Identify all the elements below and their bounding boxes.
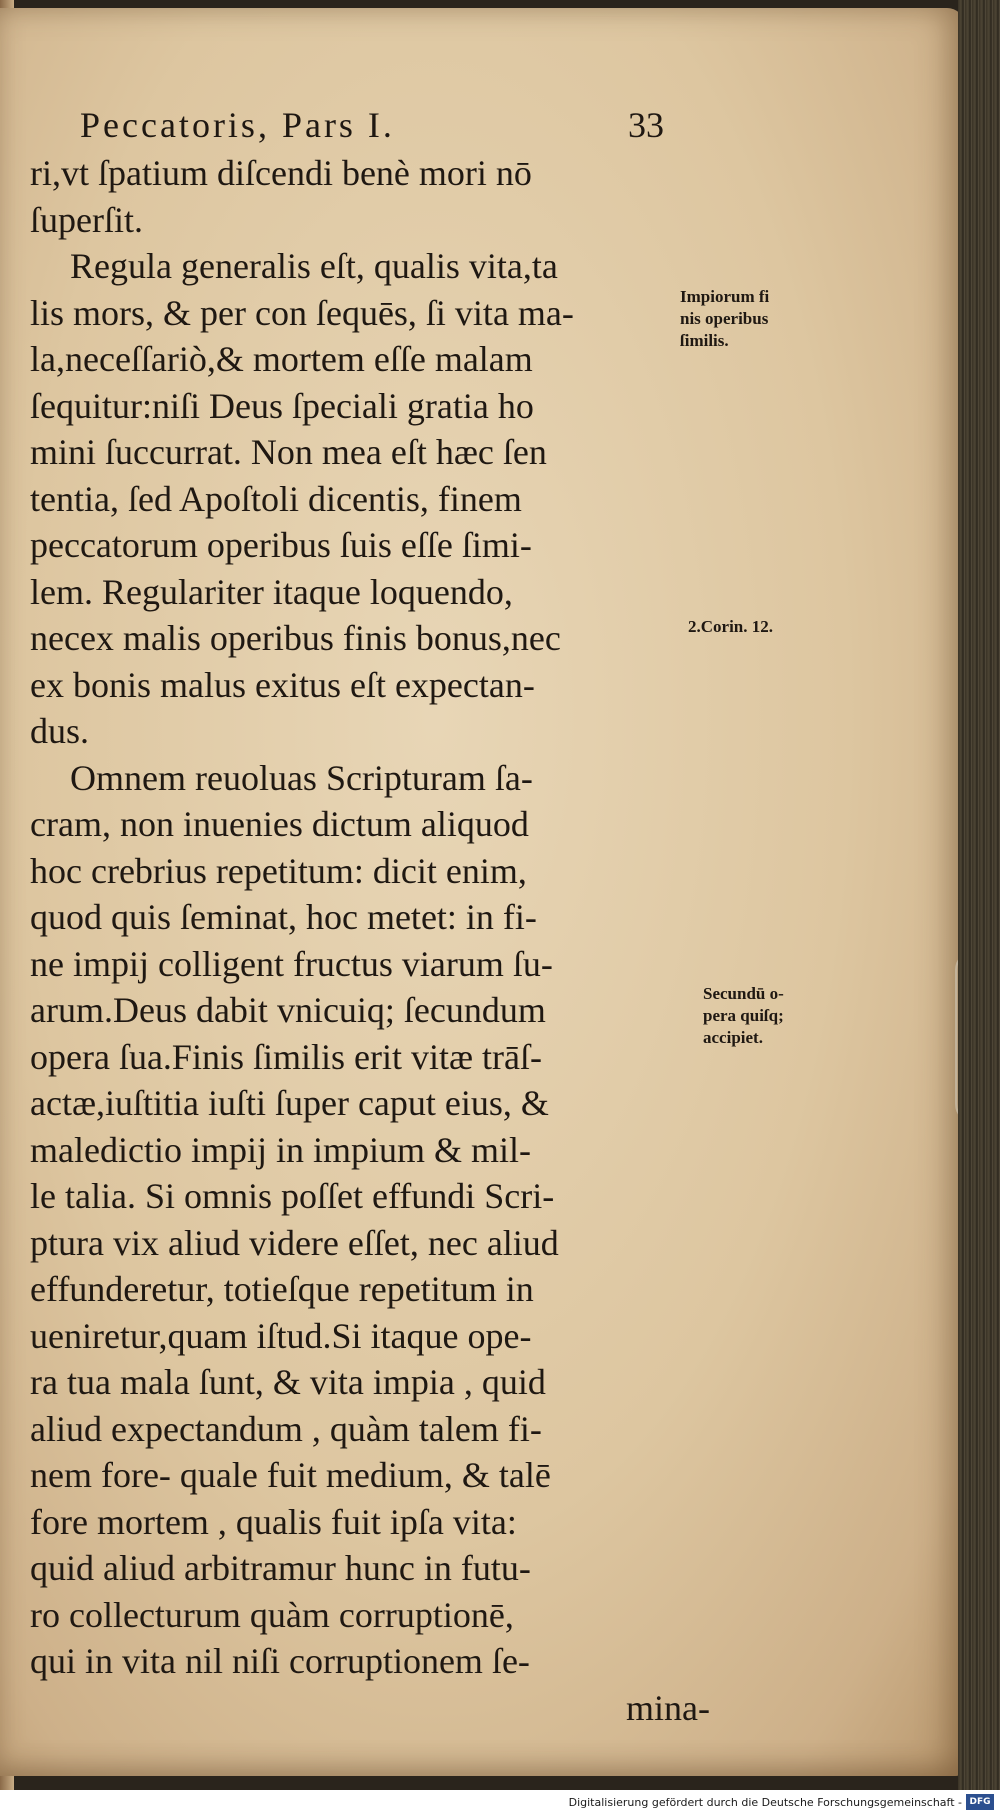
text-line: ptura vix aliud videre eſſet, nec aliud [30,1222,559,1263]
page-number: 33 [628,105,664,145]
text-line: lem. Regulariter itaque loquendo, [30,571,513,612]
text-line: fore mortem , qualis fuit ipſa vita: [30,1501,517,1542]
text-line: ueniretur,quam iſtud.Si itaque ope- [30,1315,532,1356]
running-header [80,104,680,146]
page-paper [0,8,965,1776]
text-line: hoc crebrius repetitum: dicit enim, [30,850,527,891]
marginal-line: accipiet. [703,1028,763,1047]
text-line: actæ,iuſtitia iuſti ſuper caput eius, & [30,1083,549,1123]
text-line: ro collecturum quàm corruptionē, [30,1594,514,1635]
text-line: arum.Deus dabit vnicuiq; ſecundum [30,990,546,1030]
text-line: maledictio impij in impium & mil- [30,1129,531,1170]
text-line: lis mors, & per con ſequēs, ſi vita ma- [30,292,574,333]
text-line: aliud expectandum , quàm talem fi- [30,1408,542,1449]
text-line: cram, non inuenies dictum aliquod [30,804,529,844]
running-title: Peccatoris, Pars I. [80,105,395,145]
text-line: ne impij colligent fructus viarum ſu- [30,943,553,984]
marginal-note-secundum [703,983,784,1049]
text-line: opera ſua.Finis ſimilis erit vitæ trāſ- [30,1036,542,1077]
text-line: ſequitur:niſi Deus ſpeciali gratia ho [30,385,534,426]
digitization-footer [0,1790,1000,1817]
page-block-edges [958,0,1000,1790]
text-line: la,neceſſariò,& mortem eſſe malam [30,339,533,379]
marginal-note-impiorum [680,286,769,352]
footer-credit: Digitalisierung gefördert durch die Deutsche Forschungsgemeinschaft - [568,1796,962,1809]
text-line: Regula generalis eſt, qualis vita,ta [70,246,558,286]
text-line: qui in vita nil niſi corruptionem ſe- [30,1641,530,1681]
text-line: effunderetur, totieſque repetitum in [30,1269,534,1309]
body-text [30,150,710,1731]
text-line: necex malis operibus finis bonus,nec [30,618,561,658]
text-line: le talia. Si omnis poſſet effundi Scri- [30,1176,555,1216]
text-line: ſuperſit. [30,199,143,240]
marginal-line: nis operibus [680,309,769,328]
marginal-line: pera quiſq; [703,1006,784,1025]
text-line: ri,vt ſpatium diſcendi benè mori nō [30,153,532,193]
dfg-logo: DFG [966,1794,994,1810]
marginal-line: Secundū o- [703,984,784,1003]
marginal-line: ſimilis. [680,331,729,350]
text-line: ra tua mala ſunt, & vita impia , quid [30,1362,546,1402]
catchword: mina- [626,1687,710,1728]
marginal-line: 2.Corin. 12. [688,617,773,636]
text-line: tentia, ſed Apoſtoli dicentis, finem [30,478,522,519]
marginal-line: Impiorum fi [680,287,770,306]
marginal-note-corinthians [688,616,773,638]
text-line: quod quis ſeminat, hoc metet: in fi- [30,897,537,937]
text-line: nem fore- quale fuit medium, & talē [30,1455,551,1495]
text-line: quid aliud arbitramur hunc in futu- [30,1548,531,1588]
text-line: Omnem reuoluas Scripturam ſa- [70,757,533,798]
text-line: peccatorum operibus ſuis eſſe ſimi- [30,525,532,565]
text-line: ex bonis malus exitus eſt expectan- [30,664,535,705]
text-line: mini ſuccurrat. Non mea eſt hæc ſen [30,432,547,472]
text-line: dus. [30,711,90,751]
